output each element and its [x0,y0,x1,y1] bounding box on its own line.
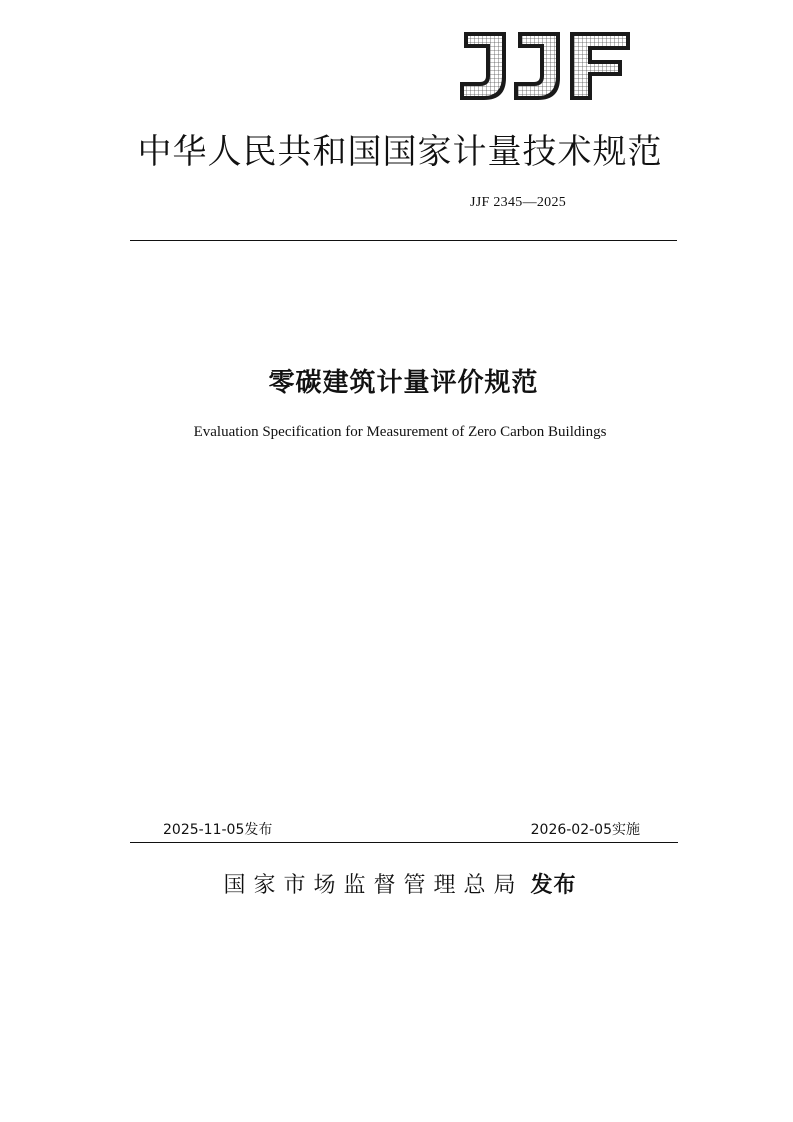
issue-date: 2025-11-05发布 [163,822,273,838]
jjf-logo-icon [454,26,634,106]
document-title-english: Evaluation Specification for Measurement of Zero Carbon Buildings [193,424,607,440]
bottom-divider [130,842,678,843]
top-divider [130,240,677,241]
document-title-chinese: 零碳建筑计量评价规范 [268,368,539,398]
standard-code: JJF 2345—2025 [470,195,567,210]
publisher-line [150,868,650,899]
publisher-action: 发布 [530,873,577,898]
publisher-name: 国家市场监督管理总局 [223,873,524,898]
national-standard-title: 中华人民共和国国家计量技术规范 [137,132,663,172]
implementation-date: 2026-02-05实施 [530,822,640,838]
